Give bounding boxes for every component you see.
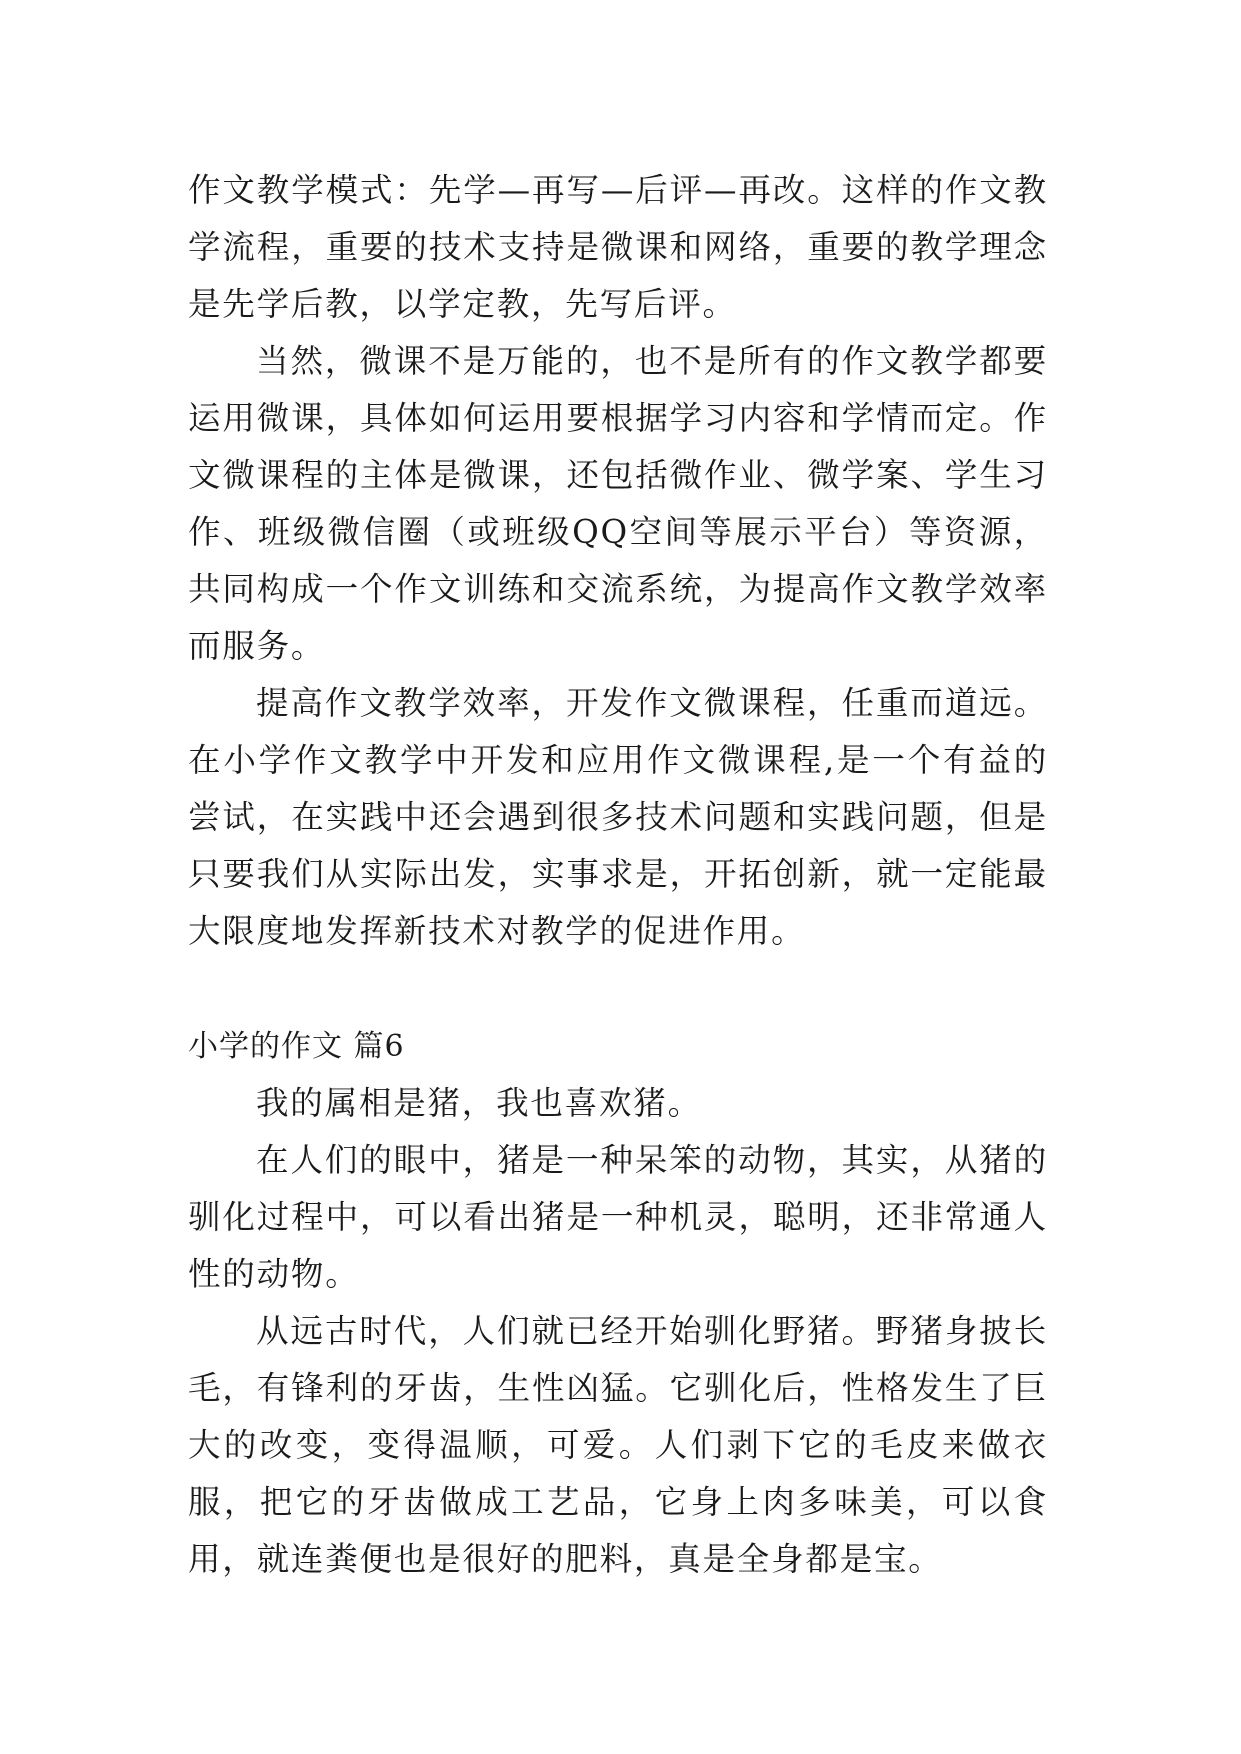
paragraph: 作文教学模式：先学—再写—后评—再改。这样的作文教学流程，重要的技术支持是微课和网络，重要的教学理念是先学后教，以学定教，先写后评。 [188, 171, 1048, 323]
section-spacer [188, 960, 1048, 1018]
paragraph: 我的属相是猪，我也喜欢猪。 [256, 1084, 702, 1122]
section-heading: 小学的作文 篇6 [188, 1029, 405, 1064]
paragraph: 当然，微课不是万能的，也不是所有的作文教学都要运用微课，具体如何运用要根据学习内容和学情而定。作文微课程的主体是微课，还包括微作业、微学案、学生习作、班级微信圈（或班级QQ空间等展示平台）等资源，共同构成一个作文训练和交流系统，为提高作文教学效率而服务。 [188, 342, 1048, 665]
document-page [188, 162, 1048, 1588]
paragraph: 提高作文教学效率，开发作文微课程，任重而道远。在小学作文教学中开发和应用作文微课程,是一个有益的尝试，在实践中还会遇到很多技术问题和实践问题，但是只要我们从实际出发，实事求是，开拓创新，就一定能最大限度地发挥新技术对教学的促进作用。 [188, 684, 1048, 950]
paragraph: 在人们的眼中，猪是一种呆笨的动物，其实，从猪的驯化过程中，可以看出猪是一种机灵，聪明，还非常通人性的动物。 [188, 1141, 1048, 1293]
paragraph: 从远古时代，人们就已经开始驯化野猪。野猪身披长毛，有锋利的牙齿，生性凶猛。它驯化后，性格发生了巨大的改变，变得温顺，可爱。人们剥下它的毛皮来做衣服，把它的牙齿做成工艺品，它身上肉多味美，可以食用，就连粪便也是很好的肥料，真是全身都是宝。 [188, 1312, 1048, 1578]
